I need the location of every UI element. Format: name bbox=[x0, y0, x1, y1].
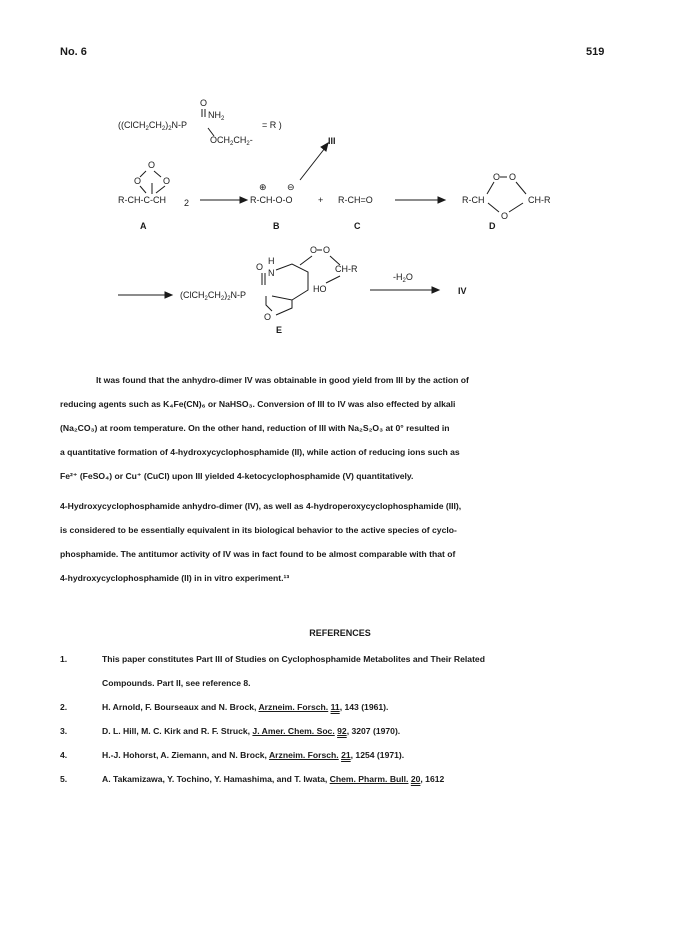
svg-text:O: O bbox=[310, 245, 318, 255]
reference-item: 1. This paper constitutes Part III of Studies on Cyclophosphamide Metabolites and Their Related bbox=[60, 654, 485, 664]
volume: 20 bbox=[410, 774, 421, 784]
label-e: E bbox=[276, 325, 283, 335]
svg-text:HO: HO bbox=[313, 284, 327, 294]
journal-name: J. Amer. Chem. Soc. bbox=[252, 726, 335, 736]
page-number: 519 bbox=[586, 46, 605, 58]
r-def-oxygen: O bbox=[200, 98, 208, 108]
compound-e-left: $(ClCH_2CH_2)_2N-P$ bbox=[180, 290, 247, 302]
compound-d-right: CH-R bbox=[528, 195, 551, 205]
svg-text:O: O bbox=[163, 176, 171, 186]
svg-text:O: O bbox=[501, 211, 509, 221]
svg-text:O: O bbox=[148, 160, 156, 170]
svg-text:H: H bbox=[268, 256, 275, 266]
label-iii: III bbox=[328, 136, 336, 146]
label-b: B bbox=[273, 221, 280, 231]
svg-text:2: 2 bbox=[184, 198, 190, 208]
journal-name: Chem. Pharm. Bull. bbox=[329, 774, 409, 784]
svg-text:O: O bbox=[264, 312, 272, 322]
r-def-equals: = R ) bbox=[262, 120, 282, 130]
compound-c-formula: R-CH=O bbox=[338, 195, 373, 205]
paragraph-2 bbox=[60, 494, 620, 590]
label-iv: IV bbox=[458, 286, 467, 296]
compound-a bbox=[118, 160, 189, 231]
water-loss: $-H_2O$ bbox=[393, 272, 413, 284]
svg-text:O: O bbox=[256, 262, 264, 272]
plus-sign: + bbox=[318, 195, 324, 205]
text-line: phosphamide. The antitumor activity of IV was in fact found to be almost comparable with that of bbox=[60, 549, 456, 559]
compound-b bbox=[250, 182, 295, 231]
text-line: Fe²⁺ (FeSO₄) or Cu⁺ (CuCl) upon III yielded 4-ketocyclophosphamide (V) quantitatively. bbox=[60, 471, 414, 481]
compound-d bbox=[462, 172, 551, 231]
compound-b-formula: R-CH-O-O bbox=[250, 195, 293, 205]
compound-d-left: R-CH bbox=[462, 195, 485, 205]
journal-issue: No. 6 bbox=[60, 46, 87, 58]
paragraph-1 bbox=[60, 368, 620, 488]
svg-text:O: O bbox=[509, 172, 517, 182]
text-line: is considered to be essentially equivalent in its biological behavior to the active species of cyclo- bbox=[60, 525, 457, 535]
svg-text:O: O bbox=[134, 176, 142, 186]
compound-c bbox=[338, 195, 373, 231]
references-title: REFERENCES bbox=[309, 628, 371, 638]
text-line: It was found that the anhydro-dimer IV was obtainable in good yield from III by the action of bbox=[96, 375, 469, 385]
plus-charge: ⊕ bbox=[259, 182, 267, 192]
journal-name: Arzneim. Forsch. bbox=[268, 750, 339, 760]
svg-text:CH-R: CH-R bbox=[335, 264, 358, 274]
text-line: (Na₂CO₃) at room temperature. On the other hand, reduction of III with Na₂S₂O₃ at 0° resulted in bbox=[60, 423, 450, 433]
volume: 92 bbox=[337, 726, 347, 736]
label-a: A bbox=[140, 221, 147, 231]
reference-item: 3. D. L. Hill, M. C. Kirk and R. F. Struck, J. Amer. Chem. Soc. 92, 3207 (1970). bbox=[60, 726, 401, 736]
references-list bbox=[60, 647, 620, 791]
reference-item: 5. A. Takamizawa, Y. Tochino, Y. Hamashima, and T. Iwata, Chem. Pharm. Bull. 20, 1612 bbox=[60, 774, 445, 784]
svg-text:O: O bbox=[493, 172, 501, 182]
minus-charge: ⊖ bbox=[287, 182, 295, 192]
compound-a-formula: R-CH-C-CH bbox=[118, 195, 166, 205]
text-line: a quantitative formation of 4-hydroxycyclophosphamide (II), while action of reducing ions such as bbox=[60, 447, 460, 457]
r-def-nh2: $NH_2$ bbox=[208, 110, 225, 122]
reference-item-continuation: Compounds. Part II, see reference 8. bbox=[102, 678, 251, 688]
r-group-definition bbox=[118, 98, 282, 147]
text-line: 4-hydroxycyclophosphamide (II) in in vitro experiment.¹³ bbox=[60, 573, 290, 583]
reference-item: 2. H. Arnold, F. Bourseaux and N. Brock, Arzneim. Forsch. 11, 143 (1961). bbox=[60, 702, 389, 712]
label-d: D bbox=[489, 221, 496, 231]
compound-e bbox=[180, 245, 358, 335]
text-line: reducing agents such as K₄Fe(CN)₆ or NaHSO₃. Conversion of III to IV was also effected by alkali bbox=[60, 399, 456, 409]
volume: 11 bbox=[330, 702, 340, 712]
reaction-scheme bbox=[0, 0, 680, 340]
r-def-left: ($(ClCH_2CH_2)_2N-P$ bbox=[118, 120, 188, 132]
journal-name: Arzneim. Forsch. bbox=[258, 702, 329, 712]
text-line: 4-Hydroxycyclophosphamide anhydro-dimer (IV), as well as 4-hydroperoxycyclophosphamide (III), bbox=[60, 501, 462, 511]
r-def-och: $OCH_2CH_2-$ bbox=[210, 135, 253, 147]
svg-text:O: O bbox=[323, 245, 331, 255]
svg-text:N: N bbox=[268, 268, 275, 278]
label-c: C bbox=[354, 221, 361, 231]
volume: 21 bbox=[341, 750, 351, 760]
reference-item: 4. H.-J. Hohorst, A. Ziemann, and N. Brock, Arzneim. Forsch. 21, 1254 (1971). bbox=[60, 750, 405, 760]
